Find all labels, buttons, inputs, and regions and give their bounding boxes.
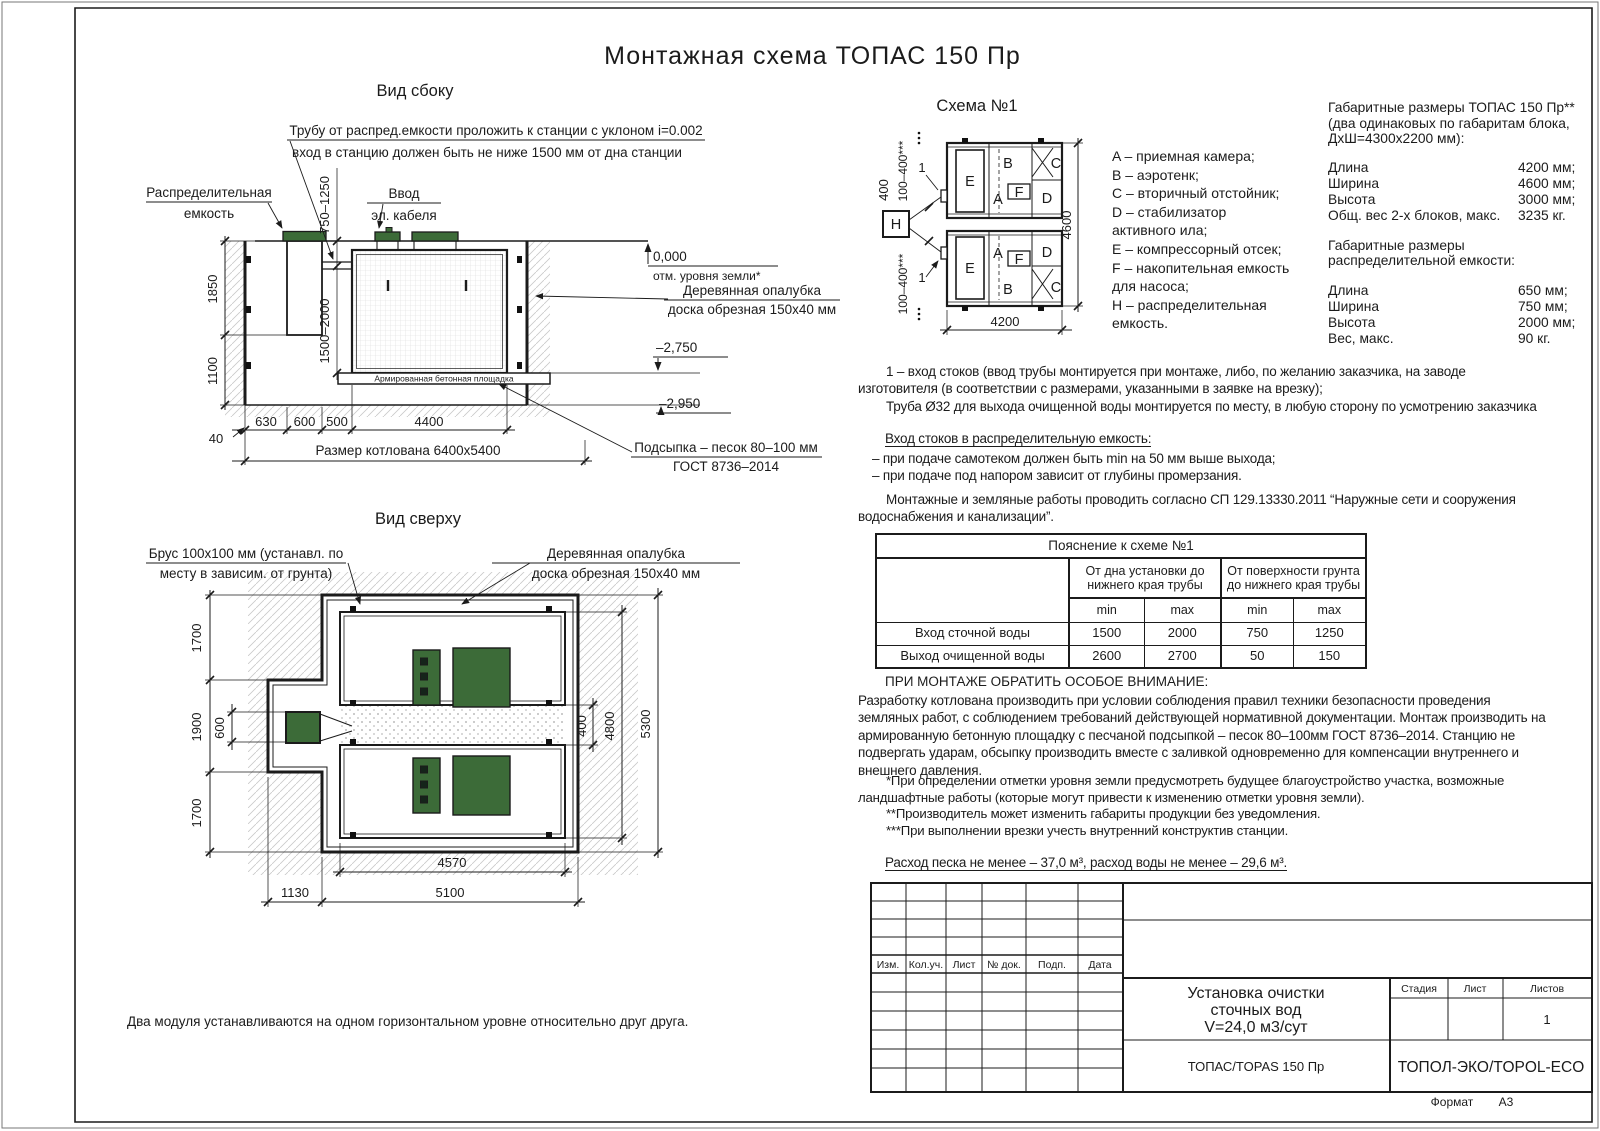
lid-big-2	[453, 756, 510, 815]
inlet-mark-upper: 1	[918, 160, 926, 175]
dim-400-top: 400	[574, 715, 589, 737]
dim-1500-2000: 1500–2000	[317, 298, 332, 364]
distribution-tank-top	[286, 712, 320, 743]
scheme-legend	[1112, 147, 1289, 333]
footnote-line: ландшафтные работы (которые могут привести к изменению отметки уровня земли).	[858, 789, 1365, 805]
specs-title2b: распределительной емкости:	[1328, 253, 1516, 269]
page-title: Монтажная схема ТОПАС 150 Пр	[604, 42, 1021, 70]
spec-row	[1328, 299, 1578, 315]
inlet-note-lines	[872, 450, 1275, 485]
room-d-upper: D	[1041, 191, 1053, 207]
scheme-title: Схема №1	[936, 97, 1018, 115]
legend-item: C – вторичный отстойник;	[1112, 185, 1280, 202]
side-view-drawing	[225, 228, 648, 418]
note-line: Труба Ø32 для выхода очищенной воды монтируется по месту, в любую сторону по усмотрению заказчика	[886, 398, 1537, 414]
dim-4570: 4570	[437, 855, 467, 870]
dim-5100: 5100	[435, 885, 465, 900]
tb-col-podp: Подп.	[1038, 959, 1066, 971]
spec-value: 4600 мм;	[1518, 175, 1576, 191]
spec-row	[1328, 331, 1578, 347]
footnote-line: ***При выполнении врезки учесть внутренний конструктив станции.	[886, 822, 1289, 838]
side-view-title: Вид сбоку	[376, 82, 454, 100]
dim-1700-top: 1700	[189, 623, 204, 653]
top-view-title: Вид сверху	[375, 510, 461, 528]
spec-label: Общ. вес 2-х блоков, макс.	[1328, 207, 1501, 223]
tb-col-data: Дата	[1088, 959, 1112, 971]
table-row	[876, 645, 1366, 668]
specs-title1c: ДхШ=4300х2200 мм):	[1328, 131, 1465, 147]
room-f-upper: F	[1014, 185, 1024, 201]
spec-value: 650 мм;	[1518, 282, 1568, 298]
dim-1900: 1900	[189, 712, 204, 742]
legend-item: емкость.	[1112, 315, 1169, 332]
room-b-upper: B	[1003, 156, 1013, 172]
spec-row	[1328, 160, 1578, 176]
note-line: изготовителя (в соответствии с размерами, указанными в заявке на врезку);	[858, 381, 1323, 397]
spec-value: 4200 мм;	[1518, 159, 1576, 175]
legend-item: E – компрессорный отсек;	[1112, 240, 1282, 257]
tb-col-list: Лист	[952, 959, 976, 971]
room-a-upper: A	[993, 192, 1003, 208]
specs-title2: Габаритные размеры	[1328, 237, 1465, 253]
spec-row	[1328, 283, 1578, 299]
distribution-tank-label1: Распределительная	[146, 185, 272, 200]
spec-label: Длина	[1328, 282, 1369, 298]
specs-title1: Габаритные размеры ТОПАС 150 Пр**	[1328, 100, 1575, 115]
note-line: – при подаче самотеком должен быть min на 50 мм выше выхода;	[872, 451, 1276, 466]
room-e-lower: E	[965, 261, 975, 277]
room-f-lower: F	[1014, 252, 1024, 268]
dim-gap-upper: 100–400***	[896, 140, 910, 202]
room-e-upper: E	[965, 174, 975, 190]
footnotes	[858, 773, 1504, 839]
sand-label1: Подсыпка – песок 80–100 мм	[634, 440, 818, 455]
legend-item: активного ила;	[1112, 222, 1208, 239]
row-label: Вход сточной воды	[876, 622, 1069, 645]
dim-500: 500	[326, 414, 348, 429]
spec-value: 3000 мм;	[1518, 191, 1576, 207]
sp-note	[858, 491, 1516, 526]
zero-level-note: отм. уровня земли*	[653, 269, 761, 283]
modules-note: Два модуля устанавливаются на одном горизонтальном уровне относительно друг друга.	[127, 1014, 689, 1029]
dim-gap-lower: 100–400***	[896, 253, 910, 315]
dim-1100: 1100	[205, 357, 220, 385]
spec-row	[1328, 208, 1578, 224]
tb-stage-label: Стадия	[1401, 983, 1437, 995]
pipe-note-line2: вход в станцию должен быть не ниже 1500 мм от дна станции	[292, 145, 682, 160]
table-group2-header: От поверхности грунта до нижнего края трубы	[1221, 558, 1366, 598]
footnote-line: **Производитель может изменить габариты продукции без уведомления.	[886, 806, 1321, 822]
table-group1-header: От дна установки до нижнего края трубы	[1069, 558, 1221, 598]
note-line: 1 – вход стоков (ввод трубы монтируется при монтаже, либо, по желанию заказчика, на заводе	[886, 364, 1466, 379]
pipe-note-line1: Трубу от распред.емкости проложить к станции с уклоном i=0.002	[289, 123, 703, 138]
beam-label1: Брус 100х100 мм (устанавл. по	[148, 546, 344, 561]
pit-size-label: Размер котлована 6400х5400	[315, 443, 501, 458]
specs-title1b: (два одинаковых по габаритам блока,	[1328, 115, 1570, 131]
tb-sheets-label: Листов	[1529, 983, 1565, 995]
dim-600-top: 600	[212, 717, 227, 739]
spec-label: Высота	[1328, 314, 1376, 330]
inlet-pipe-notes	[858, 363, 1537, 415]
spec-label: Высота	[1328, 191, 1376, 207]
formwork-leader	[536, 296, 668, 299]
cell: 50	[1221, 645, 1293, 668]
spec-row	[1328, 176, 1578, 192]
cell: 1250	[1293, 622, 1366, 645]
tb-col-ndok: № док.	[987, 959, 1021, 971]
level-2950: –2,950	[659, 396, 701, 411]
note-line: земляных работ, с соблюдением требований действующей нормативной документации. Монтаж производить на	[858, 710, 1546, 726]
spec-value: 3235 кг.	[1518, 207, 1566, 223]
cable-label2: эл. кабеля	[371, 208, 437, 223]
scheme-labels	[876, 97, 1074, 329]
legend-item: H – распределительная	[1112, 296, 1267, 313]
format-value: А3	[1498, 1095, 1514, 1109]
dim-600: 600	[293, 414, 316, 429]
legend-item: B – аэротенк;	[1112, 166, 1199, 183]
tb-doc-title1: Установка очистки	[1187, 985, 1325, 1002]
table-min-header: min	[1221, 598, 1293, 622]
note-line: армированную бетонную площадку с песчаной подсыпкой – песок 80–100мм ГОСТ 8736–2014. Станцию не	[858, 727, 1516, 743]
spec-row	[1328, 192, 1578, 208]
format-label: Формат	[1430, 1095, 1474, 1109]
cell: 150	[1293, 645, 1366, 668]
station-hatch-lid	[375, 232, 400, 241]
sand-leader	[499, 384, 632, 452]
beam-label2: месту в зависим. от грунта)	[159, 566, 333, 581]
tb-col-izm: Изм.	[876, 959, 900, 971]
spec-label: Вес, макс.	[1328, 330, 1394, 346]
legend-item: F – накопительная емкость	[1112, 259, 1290, 276]
table-row	[876, 622, 1366, 645]
note-line: внешнего давления.	[858, 762, 982, 778]
formwork-top-label1: Деревянная опалубка	[546, 546, 686, 561]
room-b-lower: B	[1003, 282, 1013, 298]
distribution-tank-label2: емкость	[183, 206, 235, 221]
formwork-label2: доска обрезная 150х40 мм	[667, 302, 837, 317]
tb-product: ТОПАС/TOPAS 150 Пр	[1187, 1059, 1325, 1074]
room-a-lower: A	[993, 246, 1003, 262]
level-2750: –2,750	[656, 340, 698, 355]
title-block-labels	[877, 959, 1585, 1109]
table-max-header: max	[1293, 598, 1366, 622]
consumption-text: Расход песка не менее – 37,0 м³, расход воды не менее – 29,6 м³.	[885, 855, 1288, 870]
inlet-note-heading-text: Вход стоков в распределительную емкость:	[885, 431, 1152, 446]
overall-dimensions	[1328, 100, 1578, 347]
room-c-lower: C	[1050, 280, 1062, 296]
cell: 750	[1221, 622, 1293, 645]
lid-big-1	[453, 648, 510, 707]
legend-item: для насоса;	[1112, 278, 1189, 295]
formwork-top-label2: доска обрезная 150х40 мм	[531, 566, 701, 581]
formwork-label1: Деревянная опалубка	[682, 283, 822, 298]
dim-4400: 4400	[414, 414, 444, 429]
room-h: H	[890, 217, 902, 233]
cell: 2000	[1144, 622, 1221, 645]
spec-value: 2000 мм;	[1518, 314, 1576, 330]
dim-4800: 4800	[602, 711, 617, 741]
table-title: Пояснение к схеме №1	[876, 534, 1366, 558]
dim-400-h: 400	[876, 179, 891, 201]
inlet-note-heading	[885, 431, 1151, 446]
dim-630: 630	[255, 414, 277, 429]
explanation-table	[875, 533, 1367, 669]
tb-doc-title2: сточных вод	[1210, 1002, 1302, 1019]
note-line: Разработку котлована производить при условии соблюдения правил техники безопасности проведения	[858, 693, 1491, 708]
note-line: Монтажные и земляные работы проводить согласно СП 129.13330.2011 “Наружные сети и сооружения	[886, 492, 1516, 507]
tb-sheet-label: Лист	[1463, 983, 1487, 995]
spec-label: Длина	[1328, 159, 1369, 175]
spec-label: Ширина	[1328, 298, 1380, 314]
legend-item: D – стабилизатор	[1112, 203, 1227, 220]
consumption-note	[885, 855, 1287, 870]
cell: 2600	[1069, 645, 1144, 668]
tb-company: ТОПОЛ-ЭКО/TOPOL-ECO	[1397, 1059, 1585, 1076]
spec-label: Ширина	[1328, 175, 1380, 191]
dim-4600: 4600	[1059, 210, 1074, 240]
table-corner-cell	[876, 558, 1069, 622]
inlet-mark-lower: 1	[918, 270, 926, 285]
spec-value: 90 кг.	[1518, 330, 1551, 346]
tb-col-koluch: Кол.уч.	[908, 959, 944, 971]
dim-1130: 1130	[281, 885, 309, 900]
room-d-lower: D	[1041, 245, 1053, 261]
row-label: Выход очищенной воды	[876, 645, 1069, 668]
note-line: водоснабжения и канализации”.	[858, 509, 1054, 525]
dim-750-1250: 750–1250	[317, 176, 332, 234]
attention-paragraph	[858, 692, 1546, 779]
room-c-upper: C	[1050, 156, 1062, 172]
cable-label1: Ввод	[388, 186, 420, 201]
table-min-header: min	[1069, 598, 1144, 622]
note-line: – при подаче под напором зависит от глубины промерзания.	[872, 468, 1242, 484]
dim-1700-bottom: 1700	[189, 798, 204, 828]
note-line: подвергать ударам, обсыпку производить вместе с заливкой одновременно для компенсации внутреннего и	[858, 745, 1519, 761]
station-body	[352, 250, 507, 373]
sand-label2: ГОСТ 8736–2014	[673, 459, 779, 474]
spec-value: 750 мм;	[1518, 298, 1568, 314]
tb-sheets-value: 1	[1543, 1012, 1551, 1027]
concrete-pad-label: Армированная бетонная площадка	[374, 373, 514, 384]
dim-5300: 5300	[638, 709, 653, 739]
cell: 1500	[1069, 622, 1144, 645]
spec-row	[1328, 315, 1578, 331]
dim-1850: 1850	[205, 274, 220, 304]
cell: 2700	[1144, 645, 1221, 668]
dim-40: 40	[208, 431, 224, 446]
legend-item: A – приемная камера;	[1112, 148, 1255, 164]
dim-4200: 4200	[990, 314, 1020, 329]
table-max-header: max	[1144, 598, 1221, 622]
station-hatch-lid-2	[412, 232, 458, 241]
distribution-tank-leader	[268, 203, 282, 228]
tb-doc-title3: V=24,0 м3/сут	[1204, 1019, 1308, 1036]
zero-level: 0,000	[653, 249, 687, 264]
footnote-line: *При определении отметки уровня земли предусмотреть будущее благоустройство участка, возможные	[886, 773, 1505, 788]
attention-heading: ПРИ МОНТАЖЕ ОБРАТИТЬ ОСОБОЕ ВНИМАНИЕ:	[885, 674, 1209, 689]
